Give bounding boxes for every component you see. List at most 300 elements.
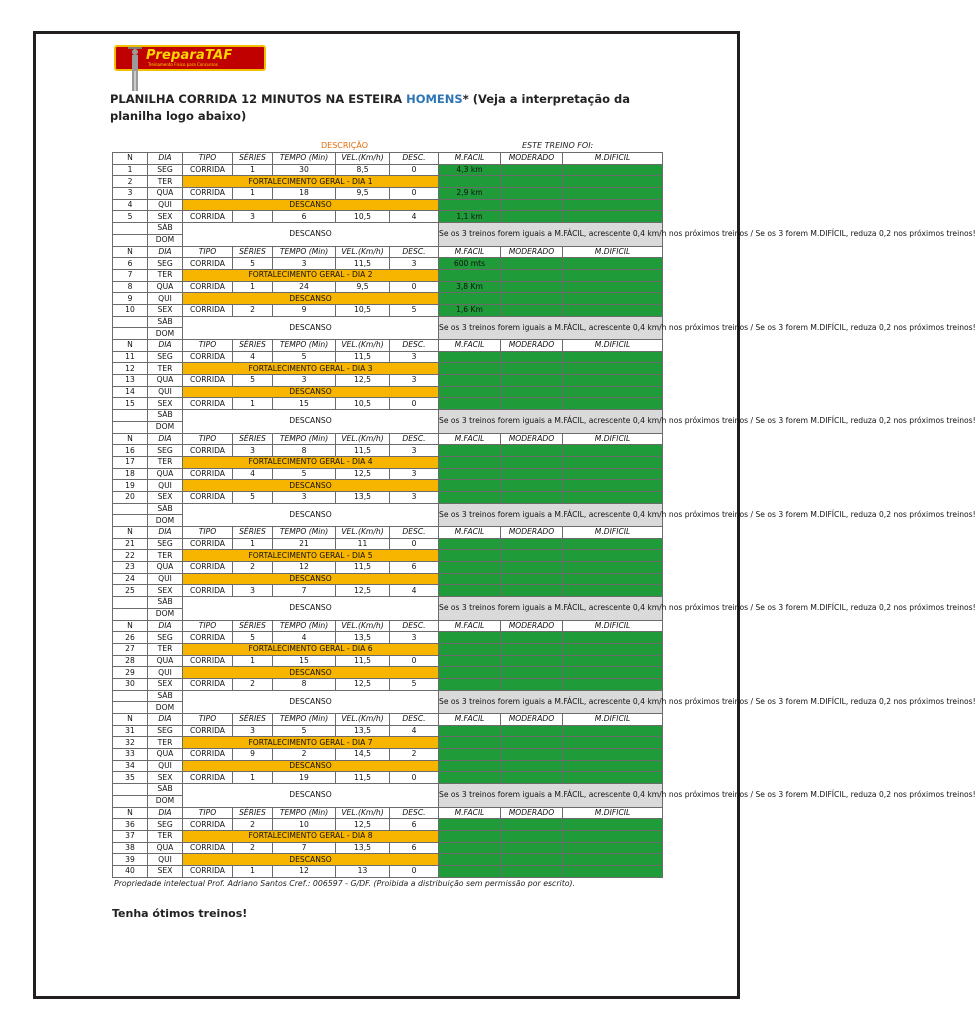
brand-name: PreparaTAF <box>146 48 233 63</box>
table-row <box>113 830 663 842</box>
result-mdificil <box>563 304 663 316</box>
result-moderado <box>501 643 563 655</box>
day-number: 37 <box>113 830 148 842</box>
activity-label: DESCANSO <box>183 199 439 211</box>
weekday: QUA <box>148 562 183 574</box>
velocidade: 11,5 <box>336 258 390 270</box>
weekday-sab: SÁB <box>148 597 183 609</box>
weekday: SEG <box>148 538 183 550</box>
weekend-empty <box>113 515 148 527</box>
column-header-vel: VEL.(Km/h) <box>336 807 390 819</box>
result-mdificil <box>563 480 663 492</box>
tempo: 15 <box>273 398 336 410</box>
result-mdificil <box>563 269 663 281</box>
weekday: QUI <box>148 573 183 585</box>
result-moderado <box>501 188 563 200</box>
day-number: 40 <box>113 865 148 877</box>
descanso: 3 <box>390 491 439 503</box>
day-number: 22 <box>113 550 148 562</box>
table-row <box>113 304 663 316</box>
velocidade: 13,5 <box>336 632 390 644</box>
day-number: 13 <box>113 375 148 387</box>
day-number: 39 <box>113 854 148 866</box>
weekday: QUA <box>148 468 183 480</box>
table-row <box>113 351 663 363</box>
column-header-tipo: TIPO <box>183 246 233 258</box>
column-header-tempo: TEMPO (Min) <box>273 433 336 445</box>
result-mfacil <box>439 550 501 562</box>
result-mfacil <box>439 678 501 690</box>
result-moderado <box>501 491 563 503</box>
day-number: 12 <box>113 363 148 375</box>
table-row <box>113 760 663 772</box>
velocidade: 13,5 <box>336 842 390 854</box>
result-mfacil <box>439 398 501 410</box>
weekday: SEX <box>148 211 183 223</box>
day-number: 36 <box>113 819 148 831</box>
result-mfacil <box>439 375 501 387</box>
day-number: 2 <box>113 176 148 188</box>
result-moderado <box>501 842 563 854</box>
weekend-empty <box>113 316 148 328</box>
series: 2 <box>233 819 273 831</box>
column-header-desc: DESC. <box>390 620 439 632</box>
tempo: 18 <box>273 188 336 200</box>
weekend-rest: DESCANSO <box>183 316 439 339</box>
weekday-dom: DOM <box>148 795 183 807</box>
weekend-empty <box>113 702 148 714</box>
column-header-n: N <box>113 246 148 258</box>
brand-tagline: Treinamento Físico para Concursos <box>148 62 218 67</box>
tempo: 2 <box>273 749 336 761</box>
column-header-mdificil: M.DIFICIL <box>563 246 663 258</box>
weekday: QUI <box>148 199 183 211</box>
result-moderado <box>501 772 563 784</box>
velocidade: 13,5 <box>336 725 390 737</box>
table-row <box>113 842 663 854</box>
weekday: QUA <box>148 188 183 200</box>
column-header-vel: VEL.(Km/h) <box>336 620 390 632</box>
result-mfacil <box>439 643 501 655</box>
tempo: 3 <box>273 491 336 503</box>
activity-label: FORTALECIMENTO GERAL - DIA 8 <box>183 830 439 842</box>
result-mdificil <box>563 550 663 562</box>
activity-label: DESCANSO <box>183 293 439 305</box>
runner-figure-icon <box>128 43 142 93</box>
table-row <box>113 293 663 305</box>
weekday-dom: DOM <box>148 608 183 620</box>
result-mdificil <box>563 491 663 503</box>
result-moderado <box>501 269 563 281</box>
table-row <box>113 749 663 761</box>
result-mdificil <box>563 351 663 363</box>
column-header-mfacil: M.FACIL <box>439 153 501 165</box>
result-mdificil <box>563 281 663 293</box>
weekday-sab: SÁB <box>148 316 183 328</box>
column-header-desc: DESC. <box>390 714 439 726</box>
result-mfacil <box>439 667 501 679</box>
descanso: 3 <box>390 632 439 644</box>
column-header-n: N <box>113 433 148 445</box>
result-moderado <box>501 550 563 562</box>
result-mdificil <box>563 749 663 761</box>
descanso: 6 <box>390 842 439 854</box>
tipo: CORRIDA <box>183 585 233 597</box>
day-number: 15 <box>113 398 148 410</box>
activity-label: DESCANSO <box>183 667 439 679</box>
day-number: 28 <box>113 655 148 667</box>
column-header-n: N <box>113 153 148 165</box>
result-mdificil <box>563 562 663 574</box>
column-header-tipo: TIPO <box>183 620 233 632</box>
weekday: SEX <box>148 865 183 877</box>
weekday: TER <box>148 176 183 188</box>
weekend-row <box>113 410 663 422</box>
tempo: 10 <box>273 819 336 831</box>
column-header-mdificil: M.DIFICIL <box>563 714 663 726</box>
series: 2 <box>233 842 273 854</box>
weekday: QUI <box>148 667 183 679</box>
column-header-series: SÉRIES <box>233 714 273 726</box>
weekday: QUA <box>148 749 183 761</box>
descanso: 0 <box>390 164 439 176</box>
day-number: 31 <box>113 725 148 737</box>
day-number: 14 <box>113 386 148 398</box>
header-row <box>113 527 663 539</box>
column-header-dia: DIA <box>148 620 183 632</box>
weekday: SEG <box>148 819 183 831</box>
weekday: SEX <box>148 491 183 503</box>
result-mfacil: 3,8 Km <box>439 281 501 293</box>
result-moderado <box>501 830 563 842</box>
day-number: 32 <box>113 737 148 749</box>
descanso: 2 <box>390 749 439 761</box>
result-mfacil <box>439 351 501 363</box>
column-header-mfacil: M.FACIL <box>439 714 501 726</box>
result-mfacil <box>439 363 501 375</box>
weekday: QUI <box>148 760 183 772</box>
result-mdificil <box>563 386 663 398</box>
table-row <box>113 269 663 281</box>
result-moderado <box>501 293 563 305</box>
column-header-moderado: MODERADO <box>501 527 563 539</box>
weekend-row <box>113 316 663 328</box>
weekday: QUI <box>148 480 183 492</box>
tipo: CORRIDA <box>183 632 233 644</box>
tipo: CORRIDA <box>183 678 233 690</box>
tempo: 3 <box>273 375 336 387</box>
result-moderado <box>501 281 563 293</box>
column-header-mfacil: M.FACIL <box>439 527 501 539</box>
column-header-tipo: TIPO <box>183 807 233 819</box>
table-row <box>113 281 663 293</box>
day-number: 23 <box>113 562 148 574</box>
series: 2 <box>233 678 273 690</box>
activity-label: FORTALECIMENTO GERAL - DIA 5 <box>183 550 439 562</box>
header-row <box>113 620 663 632</box>
table-row <box>113 164 663 176</box>
tempo: 3 <box>273 258 336 270</box>
descanso: 6 <box>390 819 439 831</box>
training-table <box>112 152 976 878</box>
tipo: CORRIDA <box>183 304 233 316</box>
weekend-rest: DESCANSO <box>183 503 439 526</box>
weekend-note: Se os 3 treinos forem iguais a M.FÁCIL, acrescente 0,4 km/h nos próximos treinos / Se os 3 forem M.DIFÍCIL, reduza 0,2 nos próximos treinos! <box>439 690 663 713</box>
weekend-empty <box>113 795 148 807</box>
series: 2 <box>233 562 273 574</box>
weekend-rest: DESCANSO <box>183 597 439 620</box>
column-header-tempo: TEMPO (Min) <box>273 714 336 726</box>
series: 1 <box>233 772 273 784</box>
tipo: CORRIDA <box>183 281 233 293</box>
tempo: 12 <box>273 865 336 877</box>
column-header-tipo: TIPO <box>183 527 233 539</box>
result-mfacil <box>439 491 501 503</box>
column-header-dia: DIA <box>148 527 183 539</box>
result-moderado <box>501 386 563 398</box>
result-mfacil <box>439 842 501 854</box>
table-row <box>113 480 663 492</box>
header-row <box>113 153 663 165</box>
series: 5 <box>233 375 273 387</box>
velocidade: 12,5 <box>336 468 390 480</box>
weekday: SEG <box>148 445 183 457</box>
tempo: 6 <box>273 211 336 223</box>
result-mfacil <box>439 865 501 877</box>
result-moderado <box>501 363 563 375</box>
weekend-note: Se os 3 treinos forem iguais a M.FÁCIL, acrescente 0,4 km/h nos próximos treinos / Se os 3 forem M.DIFÍCIL, reduza 0,2 nos próximos treinos! <box>439 784 663 807</box>
result-mdificil <box>563 456 663 468</box>
table-row <box>113 199 663 211</box>
este-treino-label: ESTE TREINO FOI: <box>522 141 594 150</box>
column-header-dia: DIA <box>148 153 183 165</box>
series: 1 <box>233 865 273 877</box>
result-mdificil <box>563 830 663 842</box>
result-mdificil <box>563 772 663 784</box>
page-title <box>110 91 670 125</box>
tempo: 4 <box>273 632 336 644</box>
day-number: 1 <box>113 164 148 176</box>
header-row <box>113 246 663 258</box>
weekday: SEX <box>148 304 183 316</box>
weekend-empty <box>113 234 148 246</box>
day-number: 35 <box>113 772 148 784</box>
weekday: TER <box>148 643 183 655</box>
column-header-mfacil: M.FACIL <box>439 433 501 445</box>
series: 1 <box>233 164 273 176</box>
series: 4 <box>233 351 273 363</box>
column-header-tempo: TEMPO (Min) <box>273 153 336 165</box>
result-moderado <box>501 211 563 223</box>
result-moderado <box>501 678 563 690</box>
column-header-n: N <box>113 527 148 539</box>
column-header-desc: DESC. <box>390 433 439 445</box>
day-number: 38 <box>113 842 148 854</box>
result-mdificil <box>563 760 663 772</box>
document-page <box>33 31 976 999</box>
result-moderado <box>501 760 563 772</box>
header-row <box>113 433 663 445</box>
column-header-dia: DIA <box>148 433 183 445</box>
tipo: CORRIDA <box>183 562 233 574</box>
result-mfacil <box>439 445 501 457</box>
tipo: CORRIDA <box>183 445 233 457</box>
series: 3 <box>233 585 273 597</box>
column-header-n: N <box>113 340 148 352</box>
day-number: 18 <box>113 468 148 480</box>
column-header-vel: VEL.(Km/h) <box>336 714 390 726</box>
weekday-dom: DOM <box>148 702 183 714</box>
weekend-rest: DESCANSO <box>183 223 439 246</box>
header-row <box>113 807 663 819</box>
day-number: 3 <box>113 188 148 200</box>
day-number: 6 <box>113 258 148 270</box>
result-moderado <box>501 854 563 866</box>
column-header-series: SÉRIES <box>233 527 273 539</box>
column-header-dia: DIA <box>148 246 183 258</box>
day-number: 21 <box>113 538 148 550</box>
result-mdificil <box>563 199 663 211</box>
velocidade: 13 <box>336 865 390 877</box>
tipo: CORRIDA <box>183 375 233 387</box>
tempo: 12 <box>273 562 336 574</box>
result-mdificil <box>563 293 663 305</box>
table-row <box>113 725 663 737</box>
weekday: SEG <box>148 164 183 176</box>
day-number: 9 <box>113 293 148 305</box>
weekend-rest: DESCANSO <box>183 784 439 807</box>
column-header-mdificil: M.DIFICIL <box>563 807 663 819</box>
weekday: QUA <box>148 842 183 854</box>
tipo: CORRIDA <box>183 725 233 737</box>
result-moderado <box>501 667 563 679</box>
column-header-moderado: MODERADO <box>501 714 563 726</box>
column-header-n: N <box>113 714 148 726</box>
day-number: 7 <box>113 269 148 281</box>
activity-label: DESCANSO <box>183 480 439 492</box>
table-row <box>113 538 663 550</box>
weekday: TER <box>148 456 183 468</box>
velocidade: 11,5 <box>336 562 390 574</box>
day-number: 33 <box>113 749 148 761</box>
velocidade: 11 <box>336 538 390 550</box>
descanso: 0 <box>390 398 439 410</box>
weekday-sab: SÁB <box>148 223 183 235</box>
result-mdificil <box>563 667 663 679</box>
table-row <box>113 667 663 679</box>
column-header-tipo: TIPO <box>183 433 233 445</box>
result-mdificil <box>563 573 663 585</box>
column-header-moderado: MODERADO <box>501 433 563 445</box>
series: 1 <box>233 398 273 410</box>
weekend-empty <box>113 608 148 620</box>
result-moderado <box>501 819 563 831</box>
tempo: 24 <box>273 281 336 293</box>
result-moderado <box>501 304 563 316</box>
column-header-tipo: TIPO <box>183 340 233 352</box>
table-row <box>113 865 663 877</box>
column-header-desc: DESC. <box>390 807 439 819</box>
column-header-desc: DESC. <box>390 153 439 165</box>
result-moderado <box>501 351 563 363</box>
result-mdificil <box>563 258 663 270</box>
descanso: 5 <box>390 304 439 316</box>
result-mdificil <box>563 188 663 200</box>
result-moderado <box>501 562 563 574</box>
column-header-mdificil: M.DIFICIL <box>563 620 663 632</box>
result-mdificil <box>563 211 663 223</box>
result-mfacil <box>439 199 501 211</box>
descanso: 5 <box>390 678 439 690</box>
header-row <box>113 714 663 726</box>
descanso: 6 <box>390 562 439 574</box>
result-mfacil <box>439 176 501 188</box>
weekday-sab: SÁB <box>148 503 183 515</box>
weekday: QUI <box>148 293 183 305</box>
tipo: CORRIDA <box>183 842 233 854</box>
day-number: 29 <box>113 667 148 679</box>
tipo: CORRIDA <box>183 468 233 480</box>
series: 5 <box>233 258 273 270</box>
tipo: CORRIDA <box>183 188 233 200</box>
series: 9 <box>233 749 273 761</box>
column-header-dia: DIA <box>148 807 183 819</box>
table-row <box>113 456 663 468</box>
weekend-empty <box>113 328 148 340</box>
weekend-empty <box>113 597 148 609</box>
result-mfacil <box>439 468 501 480</box>
column-header-desc: DESC. <box>390 246 439 258</box>
column-header-desc: DESC. <box>390 340 439 352</box>
column-header-mdificil: M.DIFICIL <box>563 433 663 445</box>
tempo: 15 <box>273 655 336 667</box>
brand-logo <box>114 43 264 71</box>
result-mfacil: 1,1 km <box>439 211 501 223</box>
velocidade: 9,5 <box>336 188 390 200</box>
day-number: 20 <box>113 491 148 503</box>
column-header-moderado: MODERADO <box>501 340 563 352</box>
result-mfacil <box>439 655 501 667</box>
weekday: SEX <box>148 398 183 410</box>
result-mdificil <box>563 445 663 457</box>
column-header-tipo: TIPO <box>183 153 233 165</box>
result-mfacil <box>439 725 501 737</box>
descanso: 0 <box>390 281 439 293</box>
day-number: 17 <box>113 456 148 468</box>
table-row <box>113 176 663 188</box>
result-mfacil <box>439 585 501 597</box>
result-mdificil <box>563 176 663 188</box>
weekday: TER <box>148 550 183 562</box>
table-row <box>113 678 663 690</box>
column-header-mfacil: M.FACIL <box>439 246 501 258</box>
tipo: CORRIDA <box>183 398 233 410</box>
tipo: CORRIDA <box>183 351 233 363</box>
weekday-dom: DOM <box>148 515 183 527</box>
result-mdificil <box>563 819 663 831</box>
result-mdificil <box>563 643 663 655</box>
table-row <box>113 585 663 597</box>
weekend-empty <box>113 410 148 422</box>
result-mdificil <box>563 725 663 737</box>
day-number: 27 <box>113 643 148 655</box>
day-number: 25 <box>113 585 148 597</box>
tipo: CORRIDA <box>183 491 233 503</box>
velocidade: 11,5 <box>336 445 390 457</box>
weekend-row <box>113 223 663 235</box>
weekday: TER <box>148 363 183 375</box>
column-header-n: N <box>113 620 148 632</box>
